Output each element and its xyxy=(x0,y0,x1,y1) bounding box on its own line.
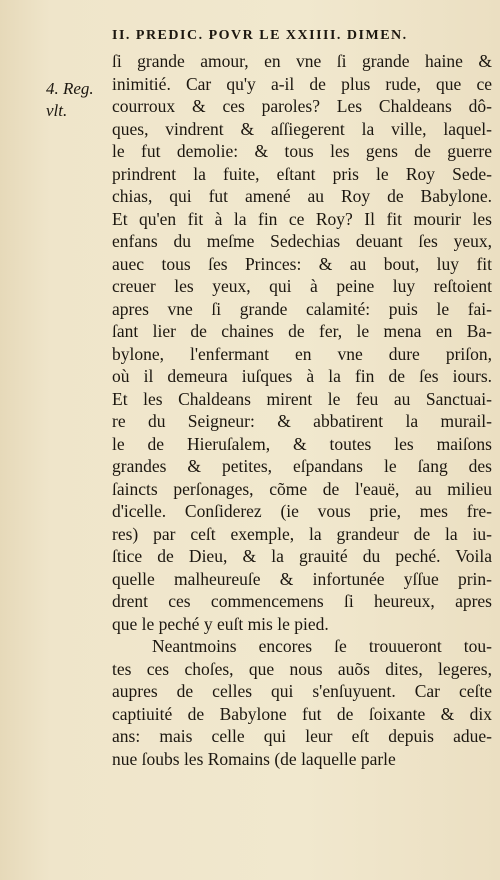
text-line: Neantmoins encores ſe trouueront tou- xyxy=(152,636,492,656)
running-header: II. PREDIC. POVR LE XXIIII. DIMEN. xyxy=(112,28,408,43)
margin-note-line-2: vlt. xyxy=(46,101,68,120)
text-line: Et qu'en fit à la fin ce Roy? Il fit mourir les xyxy=(112,208,492,229)
text-line: d'icelle. Conſiderez (ie vous prie, mes fre- xyxy=(112,501,492,521)
text-line: ſtice de Dieu, & la grauité du peché. Voila xyxy=(112,546,492,566)
text-line: ans: mais celle qui leur eſt depuis adue- xyxy=(112,726,492,746)
body-text xyxy=(112,50,492,770)
text-line: re du Seigneur: & abbatirent la murail- xyxy=(112,411,492,431)
text-line: inimitié. Car qu'y a-il de plus rude, que ce xyxy=(112,73,492,94)
text-line: ques, vindrent & aſſiegerent la ville, laquel- xyxy=(112,118,492,139)
margin-reference xyxy=(46,78,94,122)
text-line: res) par ceſt exemple, la grandeur de la iu- xyxy=(112,523,492,544)
text-line: ſi grande amour, en vne ſi grande haine & xyxy=(112,51,492,71)
text-line: apres vne ſi grande calamité: puis le fai- xyxy=(112,298,492,319)
text-line: quelle malheureuſe & infortunée yſſue prin- xyxy=(112,568,492,589)
text-line: captiuité de Babylone fut de ſoixante & dix xyxy=(112,703,492,724)
text-line: chias, qui fut amené au Roy de Babylone. xyxy=(112,186,492,206)
margin-note-line-1: 4. Reg. xyxy=(46,79,94,98)
text-line: le fut demolie: & tous les gens de guerre xyxy=(112,141,492,161)
text-line: où il demeura iuſques à la fin de ſes iours. xyxy=(112,366,492,386)
text-line: bylone, l'enfermant en vne dure priſon, xyxy=(112,343,492,364)
text-line: nue ſoubs les Romains (de laquelle parle xyxy=(112,748,396,769)
text-line: ſant lier de chaines de fer, le mena en Ba- xyxy=(112,321,492,341)
text-line: aupres de celles qui s'enſuyuent. Car ceſte xyxy=(112,681,492,701)
text-line: le de Hieruſalem, & toutes les maiſons xyxy=(112,433,492,454)
text-line: grandes & petites, eſpandans le ſang des xyxy=(112,456,492,476)
text-line: enfans du meſme Sedechias deuant ſes yeux, xyxy=(112,231,492,251)
text-line: que le peché y euſt mis le pied. xyxy=(112,613,329,634)
text-line: tes ces choſes, que nous auõs dites, legeres, xyxy=(112,658,492,679)
text-line: Et les Chaldeans mirent le feu au Sanctuai- xyxy=(112,388,492,409)
text-line: auec tous ſes Princes: & au bout, luy fit xyxy=(112,253,492,274)
text-line: prindrent la fuite, eſtant pris le Roy Sede- xyxy=(112,163,492,184)
text-line: ſaincts perſonages, cõme de l'eauë, au milieu xyxy=(112,478,492,499)
text-line: drent ces commencemens ſi heureux, apres xyxy=(112,591,492,611)
text-line: creuer les yeux, qui à peine luy reſtoient xyxy=(112,276,492,296)
text-line: courroux & ces paroles? Les Chaldeans dô- xyxy=(112,96,492,116)
